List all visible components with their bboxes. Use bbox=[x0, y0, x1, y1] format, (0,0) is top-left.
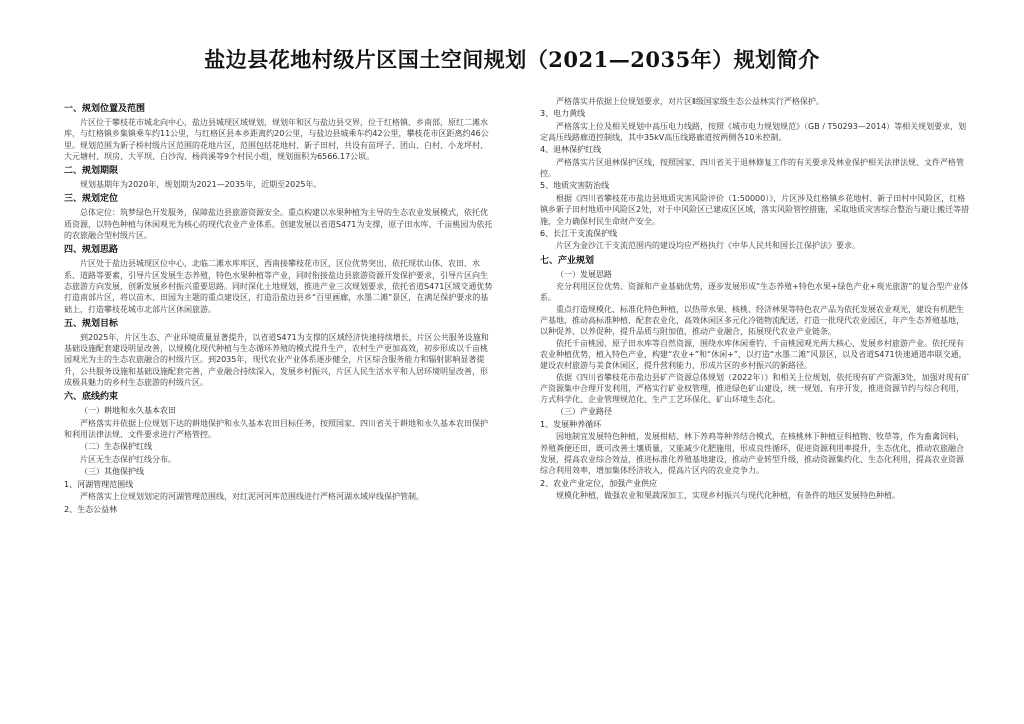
section-heading: 五、规划目标 bbox=[64, 318, 119, 329]
paragraph: 严格落实上位及相关规划中高压电力线路，按照《城市电力规划规范》（GB / T50293—2014）等相关规划要求，划定高压线路廊道控制线，其中35kV高压线路廊道按两侧各10米控制。 bbox=[540, 121, 967, 143]
paragraph: 规划基期年为2020年，规划期为2021—2035年，近期至2025年。 bbox=[80, 180, 322, 190]
section-heading: 四、规划思路 bbox=[64, 245, 119, 256]
paragraph: 因地制宜发展特色种植，发展柑桔、林下养鸡等种养结合模式，在核桃林下种植豆科植物、牧草等，作为畜禽饲料，养殖粪便还田，既可改善土壤质量，又能减少化肥施用，形成良性循环，促进资源利用率提升，生态优化，推动农旅融合发展，提高农业综合效益，推进标准化养殖基地建设，推动产业转型升级，推动资源集约化、生态化利用，提高农业资源综合利用效率，增加集体经济收入，提高片区内的农业竞争力。 bbox=[540, 432, 964, 476]
paragraph: 依据《四川省攀枝花市盐边县矿产资源总体规划（2022年）》和相关上位规划，依托现有矿产资源3处，加强对现有矿产资源集中合理开发利用，严格实行矿业权管理，推进绿色矿山建设，统一规划、有序开发，推进资源节约与综合利用，方式科学化、企业管理规范化、生产工艺环保化、矿山环境生态化。 bbox=[540, 372, 970, 405]
subsection-heading: （一）耕地和永久基本农田 bbox=[80, 406, 176, 416]
document-title: 盐边县花地村级片区国土空间规划（2021—2035年）规划简介 bbox=[204, 47, 820, 72]
paragraph: 到2025年，片区生态、产业环境质量显著提升，以省道S471为支撑的区域经济快速持续增长，片区公共服务设施和基础设施配套建设明显改善，以规模化现代种植与生态循环养殖的模式提升生产，农村生产更加高效，初步形成以千亩桃园观光为主的生态农旅融合的村级片区。到2035年，现代农业产业体系逐步健全，片区综合服务能力和辐射影响显著提升，公共服务设施和基础设施配套完善，产业融合持续深入，发展乡村振兴，片区人民生活水平和人居环境明显改善，形成极具魅力的乡村生态旅游的村级片区。 bbox=[64, 332, 489, 388]
section-heading: 三、规划定位 bbox=[64, 194, 119, 205]
paragraph: 严格落实片区退林保护区线，按照国家、四川省关于退林修复工作的有关要求及林业保护相关法律法规、文件严格管控。 bbox=[540, 157, 964, 179]
subsection-heading: （二）生态保护红线 bbox=[80, 442, 152, 452]
subsection-heading: （三）其他保护线 bbox=[80, 467, 144, 477]
paragraph: 严格落实上位规划划定的河湖管理范围线，对红泥河河库范围线进行严格河湖水域岸线保护管制。 bbox=[80, 492, 424, 502]
item-heading: 3、电力黄线 bbox=[540, 109, 586, 119]
section-heading: 二、规划期限 bbox=[64, 166, 119, 177]
subsection-heading: （一）发展思路 bbox=[556, 269, 612, 279]
item-heading: 4、退林保护红线 bbox=[540, 145, 602, 155]
paragraph: 规模化种植，做强农业和果蔬深加工，实现乡村振兴与现代化种植，有条件的地区发展特色种植。 bbox=[556, 491, 900, 501]
paragraph: 片区位于攀枝花市城北向中心，盐边县城现区域规划，规划年和区与盐边县交界，位于红格镇、乡南部，原红二滩水库，与红格镇乡集镇乘车约11公里，与红格区县本乡距离约20公里，与盐边县城乘车约42公里，攀枝花市区距离约46公里。规划范围为新子桥村级片区范围的花地片区，范围包括花地村、新子田村，共设有苗坪子、团山、白村、小龙坪村、大元塘村、坝房、大平坝、白沙沟、杨尚溪等9个村民小组，规划面积为6566.17公顷。 bbox=[64, 118, 489, 161]
section-heading: 七、产业规划 bbox=[540, 255, 595, 266]
paragraph: 片区为金沙江干支流范围内的建设均应严格执行《中华人民共和国长江保护法》要求。 bbox=[556, 241, 860, 251]
paragraph: 根据《四川省攀枝花市盐边县地质灾害风险评价（1:50000）》，片区涉及红格镇乡花地村、新子田村中风险区，红格镇乡新子田村地质中风险区2处，对于中风险区已建成区区域，落实风险管控措施，采取地质灾害综合整治与避让搬迁等措施，全力确保村民生命财产安全。 bbox=[540, 193, 970, 226]
item-heading: 6、长江干支流保护线 bbox=[540, 228, 618, 238]
item-heading: 2、农业产业定位，加强产业供应 bbox=[540, 478, 658, 488]
item-heading: 1、发展种养循环 bbox=[540, 419, 602, 429]
item-heading: 1、河湖管理范围线 bbox=[64, 479, 134, 489]
paragraph: 片区处于盐边县城现区位中心，北临二滩水库库区，西南接攀枝花市区，区位优势突出，依托现状山体、农田、水系、道路等要素，引导片区发展生态养殖，特色水果种植等产业，同时衔接盐边县旅游资源开发保护要求，引导片区向生态旅游方向发展，创新发展乡村振兴重要思路。同时深化土地规划，推进产业三次规划要求，依托省道S471区域交通优势打造南部片区，将以苗木、田园为主题的重点建设区，打造沿盐边县乡“百里画廊，水墨二滩”景区，在满足保护要求的基础上，打造攀枝花城市北部片区休闲旅游。 bbox=[64, 259, 493, 314]
paragraph: 严格落实并依据上位规划要求，对片区Ⅱ级国家级生态公益林实行严格保护。 bbox=[556, 97, 824, 106]
item-heading: 5、地质灾害防治线 bbox=[540, 181, 610, 191]
right-column bbox=[540, 96, 970, 501]
paragraph: 片区无生态保护红线分布。 bbox=[80, 454, 176, 464]
paragraph: 依托千亩桃园、原子田水库等自然资源，围绕水库休闲垂钓、千亩桃园观光两大核心，发展乡村旅游产业。依托现有农业种植优势，植入特色产业，构建“农业+”和“休闲+”，以打造“水墨二滩”风景区，以及省道S471快速通道串联交通，建设农村旅游与美食休闲区，提升营利能力，形成片区的乡村振兴的新路径。 bbox=[540, 338, 967, 371]
left-column bbox=[64, 100, 494, 516]
section-heading: 六、底线约束 bbox=[64, 392, 119, 403]
subsection-heading: （三）产业路径 bbox=[556, 407, 612, 417]
paragraph: 总体定位：筑梦绿色开发服务，保障盐边县旅游资源安全。重点构建以水果种植为主导的生态农业发展模式，依托优质资源，以特色种植与休闲观光为核心的现代农业产业体系。创建发展以省道S471为支撑，原子田水库、千亩桃园为依托的农旅融合型村级片区。 bbox=[64, 208, 493, 241]
item-heading: 2、生态公益林 bbox=[64, 504, 118, 514]
section-heading: 一、规划位置及范围 bbox=[64, 104, 146, 114]
paragraph: 充分利用区位优势、资源和产业基础优势，逐步发展形成“生态养殖+特色水果+绿色产业+观光旅游”的复合型产业体系。 bbox=[540, 282, 969, 303]
paragraph: 重点打造规模化、标准化特色种植，以热带水果、核桃、经济林果等特色农产品为依托发展农业观光，建设有机肥生产基地，推动高标准种植、配套农业化，高效休闲区多元化冷链物流配送，打造一批现代农业园区，年产生态养殖基地，以种促养、以养促种，提升品质与附加值，推动产业融合，拓展现代农业产业链条。 bbox=[540, 304, 964, 337]
paragraph: 严格落实并依据上位规划下达的耕地保护和永久基本农田目标任务，按照国家、四川省关于耕地和永久基本农田保护和利用法律法规、文件要求进行严格管控。 bbox=[64, 418, 488, 440]
